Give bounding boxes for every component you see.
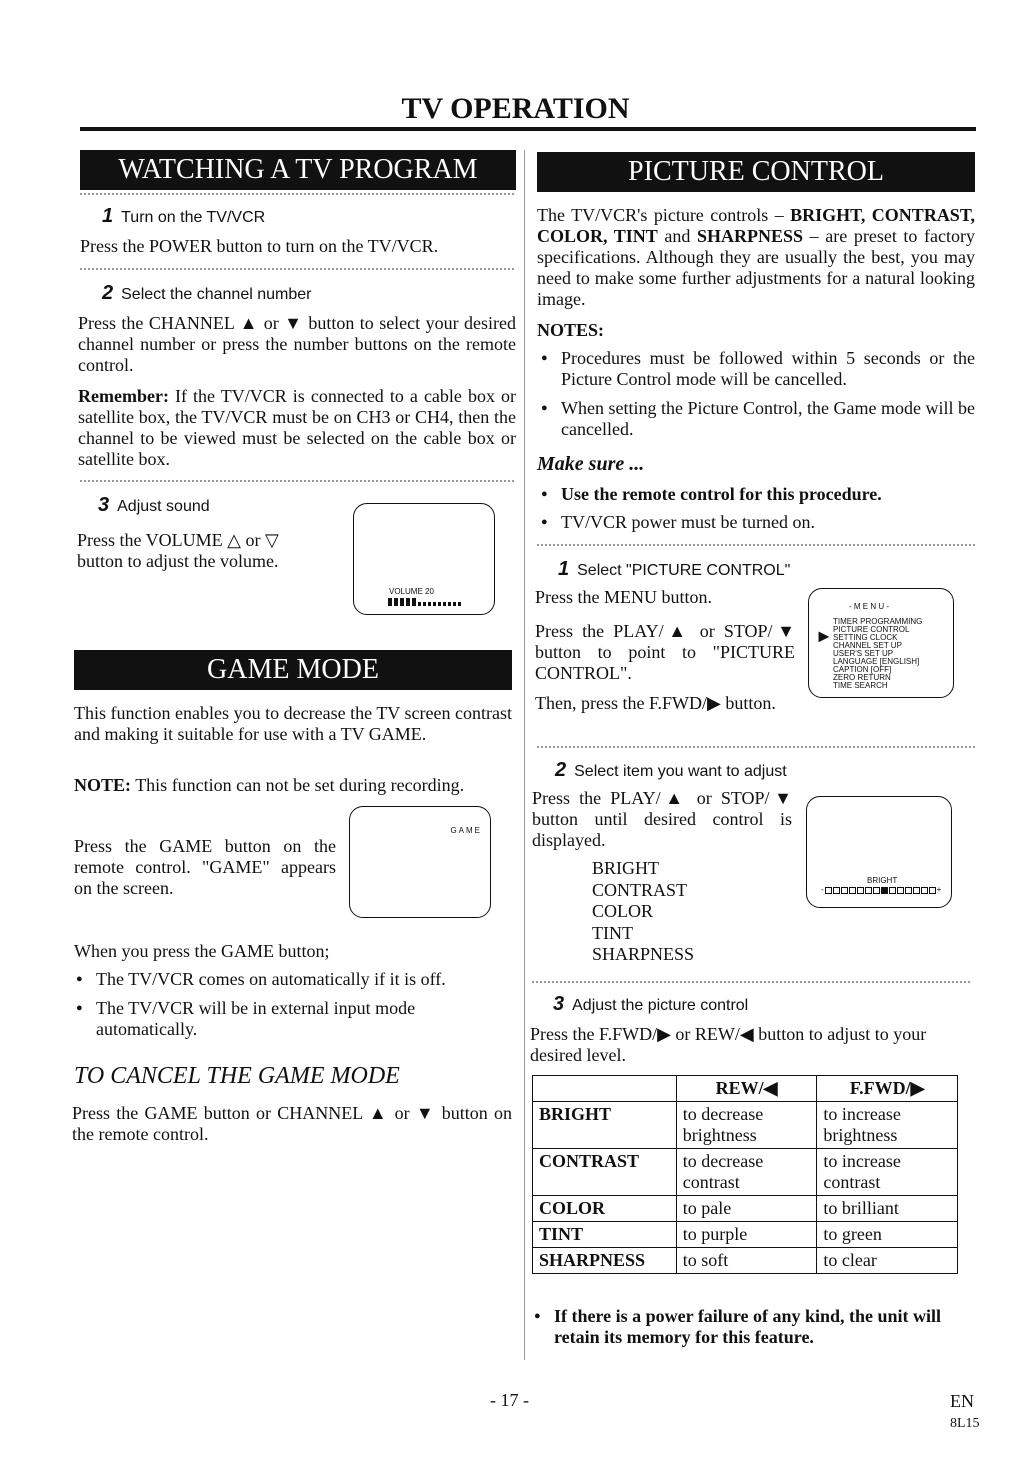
control-item: TINT (592, 922, 633, 943)
game-when: When you press the GAME button; (74, 941, 330, 961)
bright-cell (921, 887, 928, 894)
step-title: Select "PICTURE CONTROL" (577, 562, 791, 579)
picture-step2-heading (555, 760, 787, 782)
model-code: 8L15 (950, 1416, 980, 1431)
table-cell: to soft (676, 1248, 817, 1274)
table-header-row (533, 1076, 958, 1102)
bright-cell (833, 887, 840, 894)
divider (532, 981, 970, 983)
menu-item: CAPTION [OFF] (833, 665, 892, 674)
table-row (533, 1196, 958, 1222)
picture-step1-heading (558, 559, 790, 581)
picture-step2-text: Press the PLAY/▲ or STOP/▼ button until desired control is displayed. (532, 788, 792, 850)
menu-list (815, 617, 923, 690)
bright-cell (889, 887, 896, 894)
table-header: F.FWD/▶ (817, 1076, 958, 1102)
volume-segment (406, 598, 410, 606)
intro-text: The TV/VCR's picture controls – (537, 205, 791, 225)
bright-cell (873, 887, 880, 894)
bright-label: BRIGHT (867, 876, 898, 885)
menu-item: TIME SEARCH (833, 681, 888, 690)
notes-list (537, 348, 975, 440)
picture-intro (537, 205, 975, 310)
adjust-table (532, 1075, 958, 1274)
intro-controls: BRIGHT, CONTRAST, COLOR, TINT (537, 205, 975, 246)
table-header: REW/◀ (676, 1076, 817, 1102)
volume-screen (353, 503, 495, 615)
note-body: This function can not be set during recording. (131, 775, 465, 795)
watching-step3-text: Press the VOLUME △ or ▽ button to adjust the volume. (77, 530, 279, 571)
picture-banner: PICTURE CONTROL (537, 152, 975, 192)
bright-cell (825, 887, 832, 894)
step-number: 2 (102, 282, 114, 304)
volume-segment (394, 598, 398, 606)
bright-cell (857, 887, 864, 894)
volume-segment (443, 602, 446, 606)
bright-cell (897, 887, 904, 894)
table-cell: to purple (676, 1222, 817, 1248)
title-rule (80, 127, 976, 131)
control-item: CONTRAST (592, 879, 688, 900)
watching-step1-text: Press the POWER button to turn on the TV/VCR. (80, 236, 439, 256)
table-row (533, 1102, 958, 1149)
picture-step1-text1: Press the MENU button. (535, 587, 712, 607)
notes-heading: NOTES: (537, 320, 605, 340)
table-cell: to increase brightness (817, 1102, 958, 1149)
remember-text (78, 386, 516, 470)
volume-segment (438, 602, 441, 606)
control-name-cell: CONTRAST (533, 1149, 677, 1196)
menu-item: TIMER PROGRAMMING (833, 617, 923, 626)
table-cell: to brilliant (817, 1196, 958, 1222)
game-screen-label: GAME (450, 826, 482, 835)
make-sure-heading: Make sure ... (537, 453, 645, 475)
minus-sign: - (821, 885, 824, 894)
pointer-arrow-icon: ► (815, 626, 833, 646)
divider (80, 480, 516, 482)
list-item: ● Use the remote control for this procedure. (537, 484, 975, 505)
table-cell: to clear (817, 1248, 958, 1274)
step-number: 2 (555, 759, 567, 781)
list-item: ● If there is a power failure of any kind, the unit will retain its memory for this feature. (530, 1306, 975, 1348)
volume-segment (458, 602, 461, 606)
menu-item: USER'S SET UP (833, 649, 894, 658)
cancel-game-text: Press the GAME button or CHANNEL ▲ or ▼ button on the remote control. (72, 1103, 512, 1144)
make-sure-list (537, 484, 975, 533)
picture-step1-text2: Press the PLAY/▲ or STOP/▼ button to point to "PICTURE CONTROL". (535, 621, 795, 683)
watching-step3-heading (98, 495, 210, 517)
bright-cell (841, 887, 848, 894)
control-item: COLOR (592, 901, 654, 921)
note-label: NOTE: (74, 775, 132, 795)
footnote (530, 1306, 975, 1348)
table-header (533, 1076, 677, 1102)
volume-segment (453, 602, 456, 606)
remember-body: If the TV/VCR is connected to a cable box or satellite box, the TV/VCR must be on CH3 or CH4, then the channel to be viewed must be selected on the cable box or satellite box. (78, 386, 516, 469)
step-title: Adjust sound (117, 498, 210, 515)
watching-banner: WATCHING A TV PROGRAM (80, 150, 516, 190)
watching-step2-text: Press the CHANNEL ▲ or ▼ button to select your desired channel number or press the number buttons on the remote control. (78, 313, 516, 375)
intro-controls: SHARPNESS (697, 226, 804, 246)
game-bullets (72, 969, 492, 1040)
divider (80, 193, 516, 195)
bright-cell (929, 887, 936, 894)
volume-segment (433, 602, 436, 606)
intro-text: and (657, 226, 698, 246)
bright-cell (913, 887, 920, 894)
control-list (592, 858, 694, 966)
bright-bar (821, 886, 941, 894)
volume-segment (448, 602, 451, 606)
list-item: ● When setting the Picture Control, the Game mode will be cancelled. (537, 398, 975, 440)
step-title: Turn on the TV/VCR (121, 209, 266, 226)
intro-text: – are preset to factory specifications. Although they are usually the best, you may need to make some further adjustments for a natural looking image. (537, 226, 975, 309)
volume-segment (400, 598, 404, 606)
table-row (533, 1248, 958, 1274)
watching-step2-heading (102, 283, 311, 305)
remember-label: Remember: (78, 386, 169, 406)
step-title: Select the channel number (121, 286, 312, 303)
step-title: Adjust the picture control (572, 997, 749, 1014)
menu-item: PICTURE CONTROL (833, 625, 910, 634)
control-item: BRIGHT (592, 858, 659, 878)
volume-segment (418, 602, 421, 606)
picture-step3-text: Press the F.FWD/▶ or REW/◀ button to adjust to your desired level. (530, 1024, 927, 1065)
table-cell: to pale (676, 1196, 817, 1222)
table-row (533, 1222, 958, 1248)
bright-screen (806, 796, 952, 908)
control-name-cell: TINT (533, 1222, 677, 1248)
volume-segment (428, 602, 431, 606)
list-item: ● TV/VCR power must be turned on. (537, 512, 975, 533)
game-screen (349, 806, 491, 918)
cancel-game-heading: TO CANCEL THE GAME MODE (74, 1063, 400, 1089)
menu-item: CHANNEL SET UP (833, 641, 902, 650)
divider (80, 268, 516, 270)
bright-cell (865, 887, 872, 894)
step-title: Select item you want to adjust (574, 763, 787, 780)
divider (537, 544, 975, 546)
step-number: 3 (98, 494, 110, 516)
menu-item: LANGUAGE [ENGLISH] (833, 657, 920, 666)
language-code: EN (950, 1391, 974, 1411)
volume-segment (388, 598, 392, 606)
menu-screen (808, 588, 954, 698)
plus-sign: + (936, 885, 942, 894)
control-name-cell: BRIGHT (533, 1102, 677, 1149)
bright-cell (849, 887, 856, 894)
volume-segment (412, 598, 416, 606)
game-note (74, 775, 512, 796)
step-number: 1 (558, 558, 570, 580)
step-number: 3 (553, 993, 565, 1015)
control-name-cell: COLOR (533, 1196, 677, 1222)
volume-label: VOLUME 20 (389, 587, 434, 596)
page-number: - 17 - (490, 1390, 529, 1410)
volume-segment (423, 602, 426, 606)
list-item: ● The TV/VCR will be in external input mode automatically. (72, 998, 492, 1040)
table-cell: to green (817, 1222, 958, 1248)
list-item: ● Procedures must be followed within 5 seconds or the Picture Control mode will be cancelled. (537, 348, 975, 390)
game-intro: This function enables you to decrease the TV screen contrast and making it suitable for use with a TV GAME. (74, 703, 512, 744)
control-name-cell: SHARPNESS (533, 1248, 677, 1274)
step-number: 1 (102, 205, 114, 227)
divider (537, 746, 975, 748)
column-divider (524, 150, 525, 1360)
bright-cell (905, 887, 912, 894)
picture-step1-text3: Then, press the F.FWD/▶ button. (535, 693, 776, 713)
control-item: SHARPNESS (592, 944, 695, 964)
volume-bar (388, 598, 461, 606)
page-title: TV OPERATION (401, 92, 630, 125)
game-banner: GAME MODE (74, 650, 512, 690)
menu-item: SETTING CLOCK (833, 633, 898, 642)
list-item: ● The TV/VCR comes on automatically if it is off. (72, 969, 492, 990)
menu-title: - M E N U - (849, 602, 889, 611)
table-cell: to decrease brightness (676, 1102, 817, 1149)
table-cell: to decrease contrast (676, 1149, 817, 1196)
table-row (533, 1149, 958, 1196)
table-cell: to increase contrast (817, 1149, 958, 1196)
watching-step1-heading (102, 206, 265, 228)
bright-cells (825, 887, 936, 894)
picture-step3-heading (553, 994, 748, 1016)
menu-item: ZERO RETURN (833, 673, 891, 682)
bright-cell (881, 887, 888, 894)
game-press-text: Press the GAME button on the remote control. "GAME" appears on the screen. (74, 836, 336, 898)
